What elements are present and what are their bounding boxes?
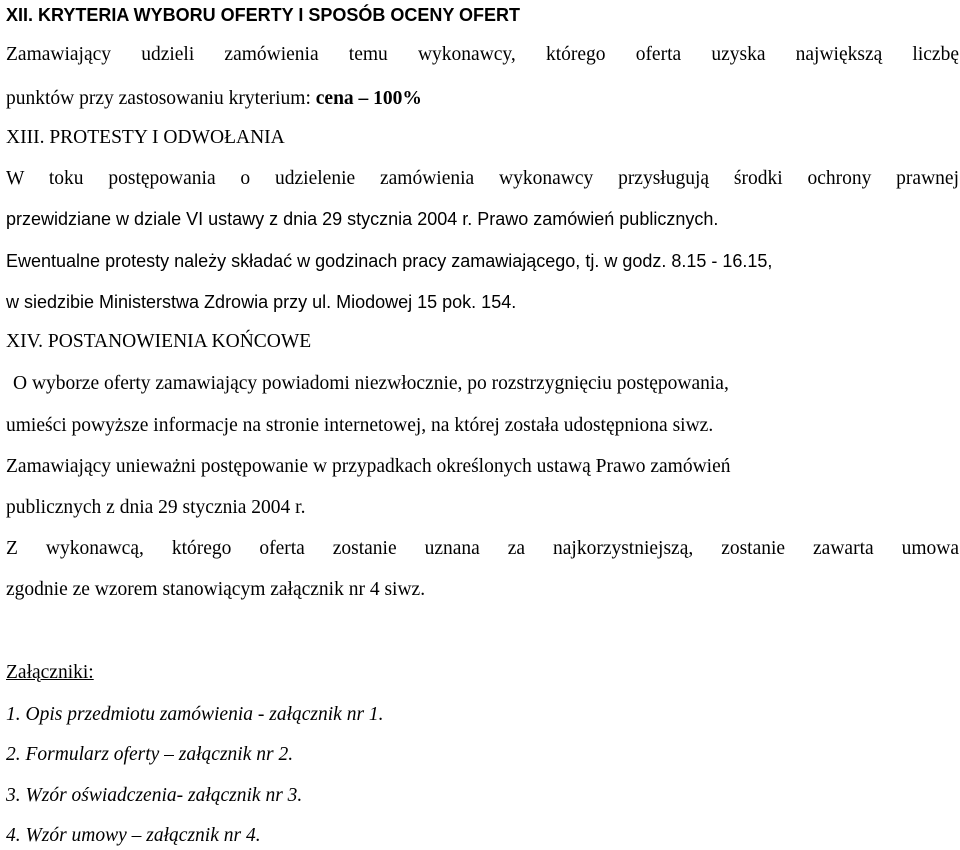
attachment-item: 2. Formularz oferty – załącznik nr 2.: [6, 744, 294, 765]
criterion-label: punktów przy zastosowaniu kryterium:: [6, 88, 316, 109]
section-13-line-2: przewidziane w dziale VI ustawy z dnia 29 stycznia 2004 r. Prawo zamówień publicznych.: [6, 209, 719, 229]
section-12-heading: XII. KRYTERIA WYBORU OFERTY I SPOSÓB OCENY OFERT: [6, 5, 521, 25]
section-14-heading: XIV. POSTANOWIENIA KOŃCOWE: [6, 331, 312, 352]
section-14-para-2-line-1: Zamawiający unieważni postępowanie w przypadkach określonych ustawą Prawo zamówień: [6, 456, 731, 477]
section-12-line-1: Zamawiający udzieli zamówienia temu wykonawcy, którego oferta uzyska największą liczbę: [6, 44, 959, 65]
section-13-line-1: W toku postępowania o udzielenie zamówienia wykonawcy przysługują środki ochrony prawnej: [6, 168, 959, 189]
criterion-value: cena – 100%: [315, 88, 422, 109]
attachments-heading: Załączniki:: [6, 662, 94, 683]
attachment-item: 3. Wzór oświadczenia- załącznik nr 3.: [6, 785, 303, 806]
attachment-item: 1. Opis przedmiotu zamówienia - załącznik nr 1.: [6, 704, 384, 725]
section-12-line-2: [6, 88, 422, 110]
attachment-item: 4. Wzór umowy – załącznik nr 4.: [6, 825, 261, 846]
section-13-heading: XIII. PROTESTY I ODWOŁANIA: [6, 127, 285, 148]
section-14-para-3-line-2: zgodnie ze wzorem stanowiącym załącznik nr 4 siwz.: [6, 579, 426, 600]
section-14-para-1-line-2: umieści powyższe informacje na stronie internetowej, na której została udostępniona siwz.: [6, 415, 714, 436]
section-14-para-3-line-1: Z wykonawcą, którego oferta zostanie uznana za najkorzystniejszą, zostanie zawarta umowa: [6, 538, 959, 559]
section-14-para-2-line-2: publicznych z dnia 29 stycznia 2004 r.: [6, 497, 306, 518]
section-14-para-1-line-1: O wyborze oferty zamawiający powiadomi niezwłocznie, po rozstrzygnięciu postępowania,: [13, 373, 729, 394]
section-13-line-4: w siedzibie Ministerstwa Zdrowia przy ul. Miodowej 15 pok. 154.: [6, 292, 517, 312]
section-13-line-3: Ewentualne protesty należy składać w godzinach pracy zamawiającego, tj. w godz. 8.15 - 16.15,: [6, 251, 773, 271]
